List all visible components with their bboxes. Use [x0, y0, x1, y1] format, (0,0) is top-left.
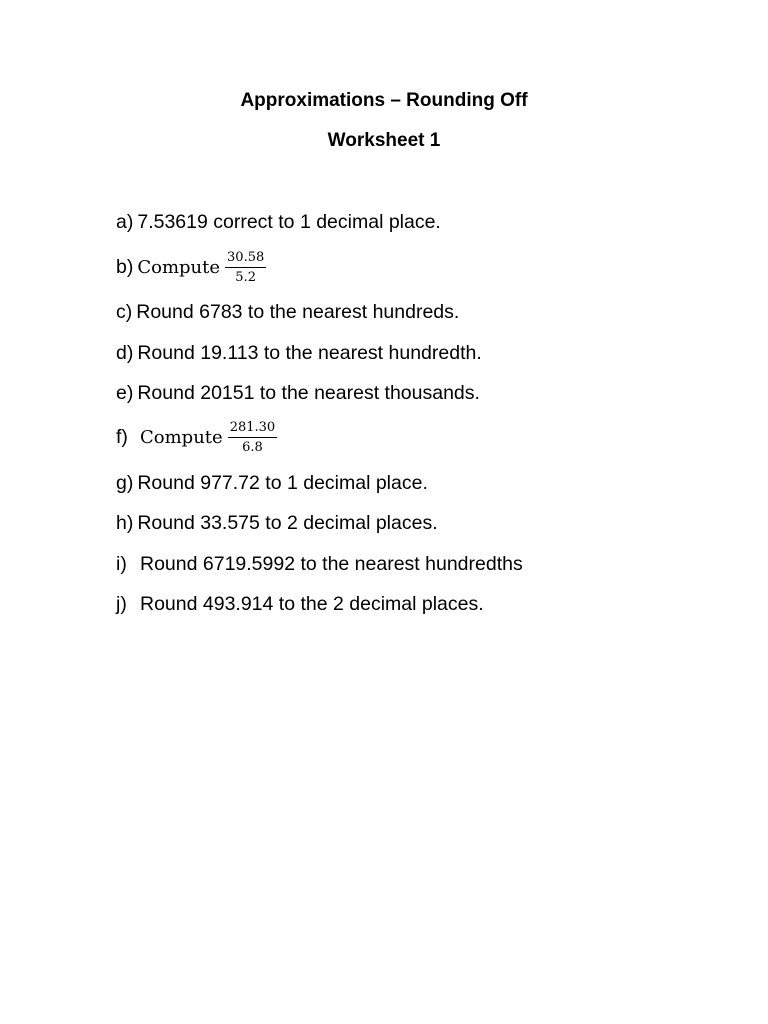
- question-text: Round 977.72 to 1 decimal place.: [137, 471, 428, 494]
- question-c: [116, 297, 459, 327]
- question-label: f): [116, 425, 128, 448]
- question-label: e): [116, 381, 134, 404]
- question-b: [116, 249, 266, 285]
- question-label: b): [116, 255, 134, 278]
- question-text: Round 19.113 to the nearest hundredth.: [137, 341, 482, 364]
- question-h: [116, 508, 438, 538]
- question-e: [116, 378, 480, 408]
- fraction-denominator: 5.2: [235, 269, 256, 285]
- question-j: [116, 589, 484, 619]
- question-i: [116, 549, 523, 579]
- worksheet-title: Approximations – Rounding Off: [240, 90, 528, 111]
- question-text: Round 6783 to the nearest hundreds.: [136, 300, 460, 323]
- question-label: d): [116, 341, 134, 364]
- question-label: j): [116, 592, 127, 615]
- question-text: Round 20151 to the nearest thousands.: [137, 381, 480, 404]
- question-label: i): [116, 552, 127, 575]
- question-label: g): [116, 471, 134, 494]
- question-d: [116, 338, 482, 368]
- compute-word: Compute: [140, 426, 223, 448]
- fraction-numerator: 281.30: [228, 420, 278, 438]
- fraction-numerator: 30.58: [225, 250, 266, 268]
- question-a: [116, 207, 441, 237]
- question-text: Round 493.914 to the 2 decimal places.: [140, 592, 484, 615]
- compute-word: Compute: [137, 256, 221, 278]
- question-label: a): [116, 210, 134, 233]
- fraction: [228, 420, 278, 455]
- question-f: [116, 419, 277, 455]
- question-label: h): [116, 511, 134, 534]
- fraction-denominator: 6.8: [242, 439, 263, 455]
- question-label: c): [116, 300, 133, 323]
- question-text: Round 33.575 to 2 decimal places.: [137, 511, 438, 534]
- fraction: [225, 250, 266, 285]
- worksheet-subtitle: Worksheet 1: [327, 130, 441, 151]
- question-text: Round 6719.5992 to the nearest hundredths: [140, 552, 523, 575]
- question-text: 7.53619 correct to 1 decimal place.: [137, 210, 441, 233]
- question-g: [116, 468, 428, 498]
